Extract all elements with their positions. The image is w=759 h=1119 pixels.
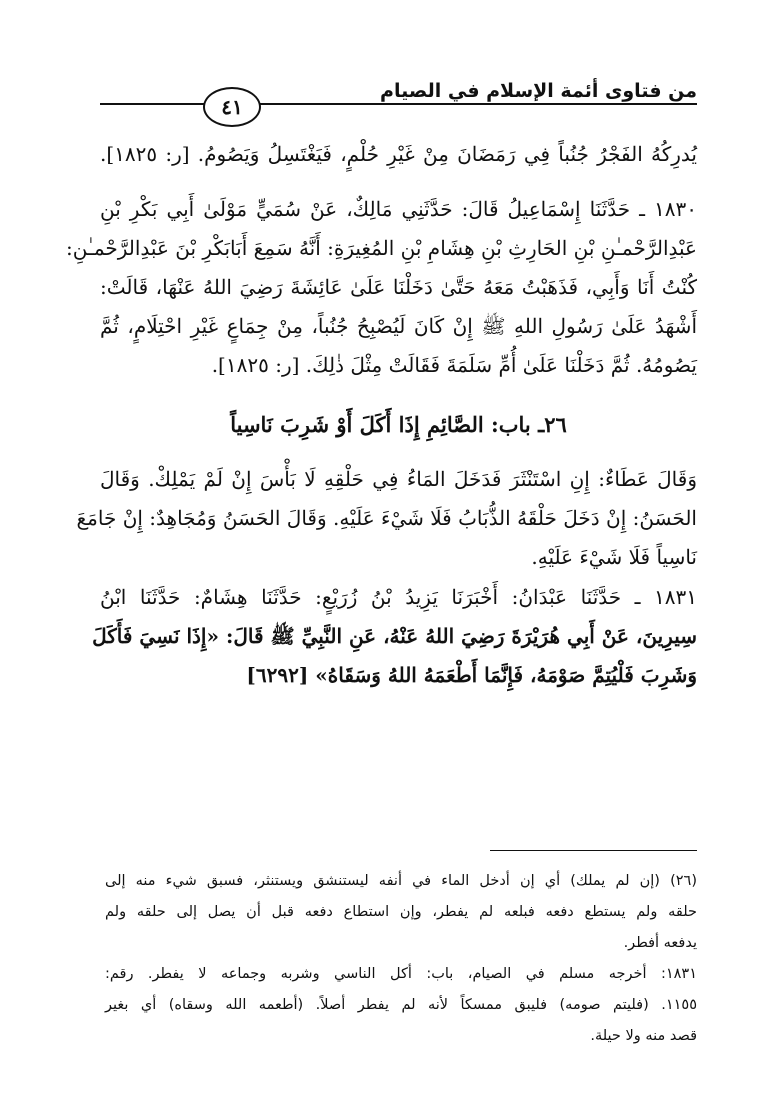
hadith-1830-line-2: عَبْدِالرَّحْمـٰنِ بْنِ الحَارِثِ بْنِ هِشَامِ بْنِ المُغِيرَةِ: أَنَّهُ سَمِعَ أَبَابَكْرِ بْنَ عَبْدِالرَّحْمـٰنِ: [66,236,697,260]
footnote-separator [490,850,697,851]
footnote-1831-line-3: قصد منه ولا حيلة. [590,1028,697,1044]
footnote-1831-line-2: ١١٥٥. (فليتم صومه) فليبق ممسكاً لأنه لم يفطر أصلاً. (أطعمه الله وسقاه) أي بغير [105,997,697,1013]
ata-line-2: الحَسَنُ: إِنْ دَخَلَ حَلْقَهُ الذُّبَابُ فَلَا شَيْءَ عَلَيْهِ. وَقَالَ الحَسَنُ وَمُجَاهِدٌ: إِنْ جَامَعَ [76,506,697,530]
intro-paragraph [100,135,697,174]
ata-paragraph [76,460,697,577]
hadith-1830 [66,190,697,385]
hadith-1830-line-3: كُنْتُ أَنَا وَأَبِي، فَذَهَبْتُ مَعَهُ حَتَّىٰ دَخَلْنَا عَلَىٰ عَائِشَةَ رَضِيَ اللهُ عَنْهَا، قَالَتْ: [100,275,697,299]
header-rule [100,103,697,105]
hadith-1830-line-1: ١٨٣٠ ـ حَدَّثَنَا إِسْمَاعِيلُ قَالَ: حَدَّثَنِي مَالِكٌ، عَنْ سُمَيٍّ مَوْلَىٰ أَبِي بَكْرِ بْنِ [100,197,697,221]
footnote-1831-line-1: ١٨٣١: أخرجه مسلم في الصيام، باب: أكل الناسي وشربه وجماعه لا يفطر. رقم: [105,966,697,982]
hadith-1831-line-2: سِيرِينَ، عَنْ أَبِي هُرَيْرَةَ رَضِيَ اللهُ عَنْهُ، عَنِ النَّبِيِّ ﷺ قَالَ: «إِذَا نَسِيَ فَأَكَلَ [92,624,697,648]
footnote-26-line-3: يدفعه أفطر. [623,935,697,951]
page-number-badge [203,87,261,127]
hadith-1830-line-5: يَصُومُهُ. ثُمَّ دَخَلْنَا عَلَىٰ أُمِّ سَلَمَةَ فَقَالَتْ مِثْلَ ذٰلِكَ. [ر: ١٨٢٥]. [211,353,697,377]
ata-line-1: وَقَالَ عَطَاءٌ: إِنِ اسْتَنْثَرَ فَدَخَلَ المَاءُ فِي حَلْقِهِ لَا بَأْسَ إِنْ لَمْ يَمْلِكْ. وَقَالَ [100,467,697,491]
hadith-1830-line-4: أَشْهَدُ عَلَىٰ رَسُولِ اللهِ ﷺ إِنْ كَانَ لَيُصْبِحُ جُنُباً، مِنْ جِمَاعٍ غَيْرِ احْتِلَامٍ، ثُمَّ [100,314,697,338]
chapter-heading: ٢٦ـ باب: الصَّائِمِ إِذَا أَكَلَ أَوْ شَرِبَ نَاسِياً [230,412,567,437]
hadith-1831 [92,578,697,695]
footnote-26-line-1: (٢٦) (إن لم يملك) أي إن أدخل الماء في أنفه ليستنشق ويستنثر، فسبق شيء منه إلى [105,873,697,889]
ata-line-3: نَاسِياً فَلَا شَيْءَ عَلَيْهِ. [531,545,697,569]
page-number: ٤١ [221,95,243,119]
footnotes [105,866,697,1052]
intro-line: يُدرِكُهُ الفَجْرُ جُنُباً فِي رَمَضَانَ مِنْ غَيْرِ حُلْمٍ، فَيَغْتَسِلُ وَيَصُومُ. [ر: ١٨٢٥]. [100,142,697,166]
running-header-title: من فتاوى أئمة الإسلام في الصيام [380,80,697,102]
hadith-1831-line-3: وَشَرِبَ فَلْيُتِمَّ صَوْمَهُ، فَإِنَّمَا أَطْعَمَهُ اللهُ وَسَقَاهُ» [٦٢٩٢] [246,663,697,687]
footnote-26-line-2: حلقه ولم يستطع دفعه فبلعه لم يفطر، وإن استطاع دفعه قبل أن يصل إلى حلقه ولم [105,904,697,920]
hadith-1831-line-1: ١٨٣١ ـ حَدَّثَنَا عَبْدَانُ: أَخْبَرَنَا يَزِيدُ بْنُ زُرَيْعٍ: حَدَّثَنَا هِشَامٌ: حَدَّثَنَا ابْنُ [100,585,697,609]
